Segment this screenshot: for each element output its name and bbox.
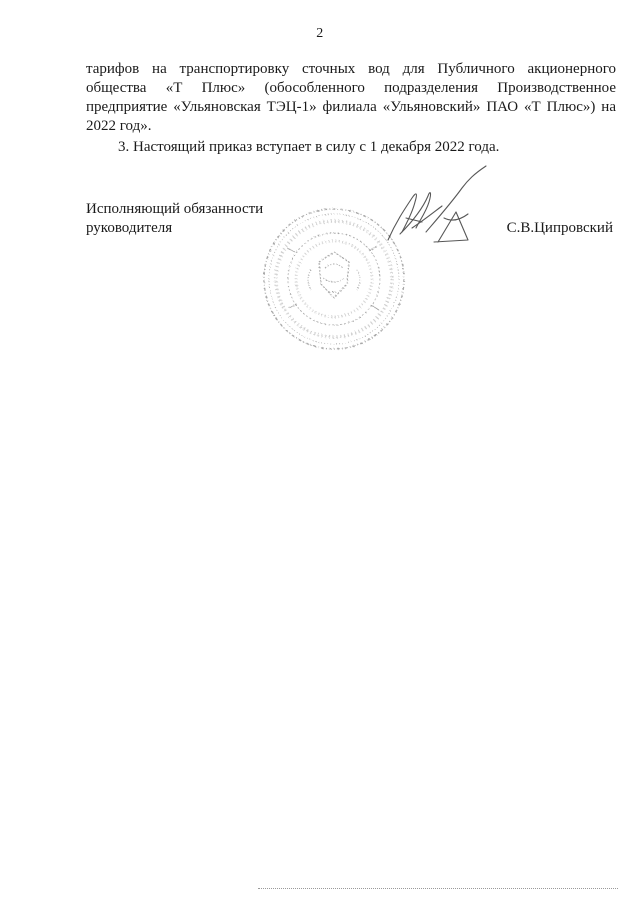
paragraph-continuation: тарифов на транспортировку сточных вод для Публичного акционерного общества «Т Плюс» (обособленного подразделения Производственное предприятие «Ульяновская ТЭЦ-1» филиала «Ульяновский» ПАО «Т Плюс») на 2022 год». xyxy=(86,61,616,134)
body-text xyxy=(86,60,616,157)
footer-dotted-rule xyxy=(258,888,618,889)
signer-role-line-2: руководителя xyxy=(86,220,173,236)
page-number: 2 xyxy=(316,26,324,41)
paragraph-effective-date: 3. Настоящий приказ вступает в силу с 1 декабря 2022 года. xyxy=(118,139,500,155)
signer-role-line-1: Исполняющий обязанности xyxy=(86,201,264,217)
signer-name: С.В.Ципровский xyxy=(506,220,613,236)
signature-block xyxy=(86,200,616,360)
handwritten-signature xyxy=(382,162,502,252)
